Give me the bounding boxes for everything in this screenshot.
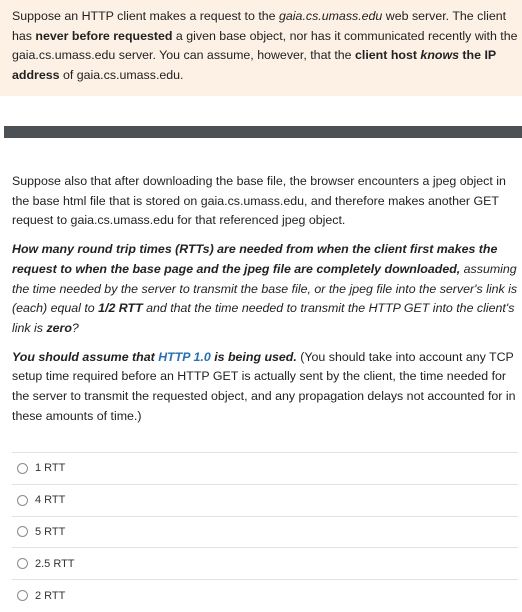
option-label: 5 RTT (35, 525, 66, 538)
question-assumption-2: and that the time needed to transmit the HTTP GET into the client's link is (12, 301, 515, 335)
jpeg-paragraph: Suppose also that after downloading the base file, the browser encounters a jpeg object in the base html file that is stored on gaia.cs.umass.edu, and therefore makes another GET request to gaia.cs.umass.edu for that referenced jpeg object. (12, 174, 506, 228)
assume-end: is being used. (210, 349, 297, 364)
question-assumption: assuming the time needed by the server to transmit the base file, or the jpeg file into the server's link is (each) equal to (12, 261, 518, 316)
answer-options (12, 452, 518, 611)
option-label: 2.5 RTT (35, 557, 75, 570)
emphasis-never-requested: never before requested (35, 28, 173, 43)
half-rtt: 1/2 RTT (98, 301, 143, 316)
option-5-rtt[interactable] (12, 516, 518, 548)
http-version: HTTP 1.0 (158, 349, 211, 364)
assume-lead: You should assume that (12, 349, 159, 364)
radio-button[interactable] (17, 463, 28, 474)
radio-button[interactable] (17, 590, 28, 601)
question-mark: ? (71, 320, 79, 335)
radio-button[interactable] (17, 558, 28, 569)
assume-details: (You should take into account any TCP setup time required before an HTTP GET is actually sent by the client, the time needed for the server to transmit the requested object, and any propagation delays not accounted for in these amounts of time.) (12, 349, 516, 423)
option-2-5-rtt[interactable] (12, 547, 518, 579)
intro-text-part: web server. The client has (12, 9, 507, 43)
option-2-rtt[interactable] (12, 579, 518, 611)
radio-button[interactable] (17, 526, 28, 537)
intro-text-part: of gaia.cs.umass.edu. (59, 68, 184, 83)
radio-button[interactable] (17, 495, 28, 506)
zero: zero (46, 320, 72, 335)
option-label: 2 RTT (35, 589, 66, 602)
intro-panel (0, 0, 522, 96)
emphasis-client-host: client host (355, 48, 421, 63)
section-divider (4, 126, 522, 138)
emphasis-ip-address: the IP address (12, 48, 496, 83)
option-1-rtt[interactable] (12, 452, 518, 484)
option-label: 1 RTT (35, 462, 66, 475)
assumption-paragraph (12, 348, 518, 427)
option-label: 4 RTT (35, 494, 66, 507)
question-body (12, 172, 518, 435)
option-4-rtt[interactable] (12, 484, 518, 516)
question-main: How many round trip times (RTTs) are needed from when the client first makes the request to when the base page and the jpeg file are completely downloaded, (12, 242, 498, 276)
intro-text-part: Suppose an HTTP client makes a request to the (12, 9, 280, 23)
question-paragraph (12, 240, 518, 339)
intro-text (0, 0, 520, 86)
intro-text-part: a given base object, nor has it communicated recently with the gaia.cs.umass.edu server. You can assume, however, that the (12, 28, 518, 63)
emphasis-knows: knows (420, 48, 459, 63)
server-name: gaia.cs.umass.edu (279, 9, 383, 23)
